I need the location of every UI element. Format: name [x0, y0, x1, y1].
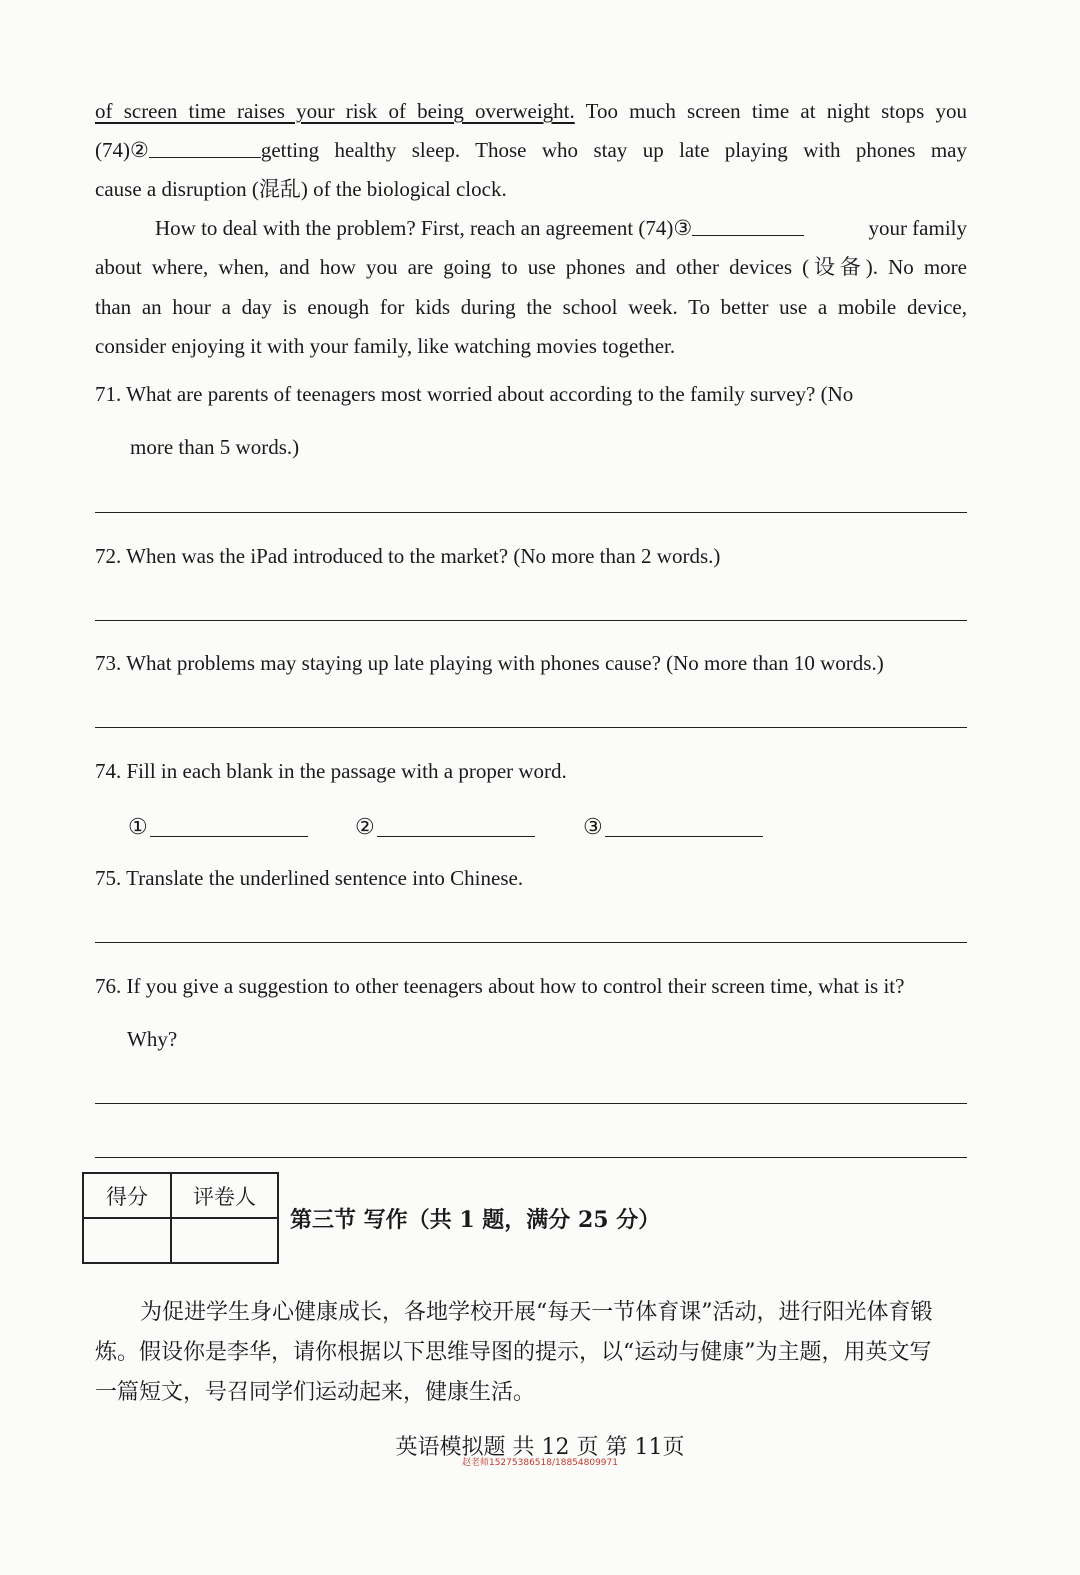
question-72: 72. When was the iPad introduced to the market? (No more than 2 words.) [95, 544, 721, 568]
answer-blank-1[interactable] [150, 810, 308, 837]
question-76-cont: Why? [127, 1027, 178, 1051]
underlined-sentence: of screen time raises your risk of being overweight. [95, 99, 575, 123]
answer-blank-2[interactable] [377, 810, 535, 837]
grader-cell[interactable] [171, 1218, 278, 1263]
answer-line-71[interactable] [95, 512, 967, 513]
question-71-cont: more than 5 words.) [130, 435, 300, 459]
prompt-line-2: 炼。假设你是李华，请你根据以下思维导图的提示，以“运动与健康”为主题，用英文写 [95, 1340, 932, 1365]
question-76: 76. If you give a suggestion to other teenagers about how to control their screen time, what is it? [95, 974, 905, 998]
question-74: 74. Fill in each blank in the passage with a proper word. [95, 759, 567, 783]
question-71: 71. What are parents of teenagers most worried about according to the family survey? (No [95, 382, 854, 406]
passage-line-4: How to deal with the problem? First, reach an agreement (74)③ your family [155, 209, 967, 248]
passage-line-3: cause a disruption (混乱) of the biological clock. [95, 177, 507, 201]
blank-74-3[interactable] [692, 209, 804, 236]
answer-line-73[interactable] [95, 727, 967, 728]
answer-line-76b[interactable] [95, 1157, 967, 1158]
blank-74-2[interactable] [149, 131, 261, 158]
question-73: 73. What problems may staying up late playing with phones cause? (No more than 10 words.) [95, 651, 884, 675]
score-header: 得分 [83, 1173, 171, 1218]
grader-header: 评卷人 [171, 1173, 278, 1218]
prompt-line-1: 为促进学生身心健康成长，各地学校开展“每天一节体育课”活动，进行阳光体育锻 [140, 1300, 933, 1325]
blank-marker-2: ② [355, 810, 535, 840]
answer-blank-3[interactable] [605, 810, 763, 837]
question-75: 75. Translate the underlined sentence into Chinese. [95, 866, 524, 890]
score-cell[interactable] [83, 1218, 171, 1263]
answer-line-76a[interactable] [95, 1103, 967, 1104]
section-title: 第三节 写作（共 1 题，满分 25 分） [290, 1207, 661, 1233]
passage-line-2: (74)② getting healthy sleep. Those who stay up late playing with phones may [95, 131, 967, 169]
passage-line-5: about where, when, and how you are going to use phones and other devices (设备). No more [95, 255, 967, 279]
blank-marker-1: ① [128, 810, 308, 840]
score-table [82, 1172, 279, 1264]
answer-line-72[interactable] [95, 620, 967, 621]
passage-line-1: of screen time raises your risk of being overweight. Too much screen time at night stops you [95, 99, 967, 123]
page-footer: 英语模拟题 共 12 页 第 11页 [395, 1435, 685, 1460]
blank-marker-3: ③ [583, 810, 763, 840]
answer-line-75[interactable] [95, 942, 967, 943]
prompt-line-3: 一篇短文，号召同学们运动起来，健康生活。 [95, 1380, 536, 1405]
passage-line-6: than an hour a day is enough for kids during the school week. To better use a mobile device, [95, 295, 967, 319]
passage-line-7: consider enjoying it with your family, like watching movies together. [95, 334, 676, 358]
watermark: 赵老师15275386518/18854809971 [461, 1458, 618, 1468]
